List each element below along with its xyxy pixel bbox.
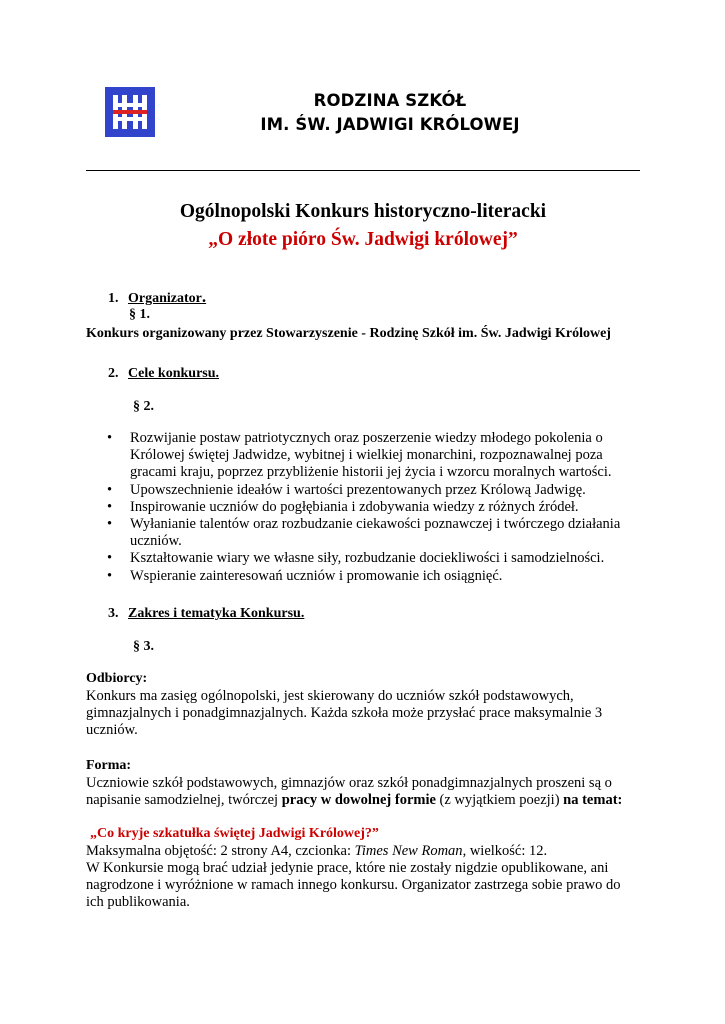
- section-1-paragraph: § 1.: [129, 307, 150, 322]
- section-3-paragraph: § 3.: [133, 639, 154, 654]
- form-heading: Forma:: [86, 758, 132, 773]
- section-1-suffix: .: [201, 287, 207, 306]
- goals-list: [106, 430, 646, 585]
- school-family-logo-icon: [105, 87, 155, 137]
- list-item: • Rozwijanie postaw patriotycznych oraz poszerzenie wiedzy młodego pokolenia o Królowej świętej Jadwidze, wybitnej i wielkiej monarchini, rozpoznawalnej poza gracami kraju, poprzez przybliżenie historii jej życia i wzorcu moralnych wartości.: [106, 430, 646, 482]
- form-text-part: Uczniowie szkół podstawowych, gimnazjów oraz szkół ponadgimnazjalnych proszeni są o napisanie samodzielnej, twórczej: [86, 775, 612, 809]
- list-item: • Upowszechnienie ideałów i wartości prezentowanych przez Królową Jadwigę.: [106, 482, 646, 499]
- header-title-line2: IM. ŚW. JADWIGI KRÓLOWEJ: [260, 115, 520, 134]
- rules-text: W Konkursie mogą brać udział jedynie prace, które nie zostały nigdzie opublikowane, ani nagrodzone i wyróżnione w ramach innego konkursu. Organizator zastrzega sobie prawo do ich publikowania.: [86, 860, 621, 911]
- section-2-label: Cele konkursu.: [128, 366, 220, 381]
- form-text-emphasis: na temat:: [563, 792, 623, 809]
- section-2-heading: [108, 366, 219, 382]
- volume-font-name: Times New Roman: [354, 843, 463, 859]
- section-1-number: 1.: [108, 291, 119, 306]
- section-3-label: Zakres i tematyka Konkursu.: [128, 606, 305, 621]
- recipients-heading: Odbiorcy:: [86, 671, 148, 686]
- organizer-text: Konkurs organizowany przez Stowarzyszenie - Rodzinę Szkół im. Św. Jadwigi Królowej: [86, 326, 611, 341]
- header-title-line1: RODZINA SZKÓŁ: [313, 91, 467, 110]
- section-1-heading: [108, 287, 206, 307]
- header-divider: [86, 170, 640, 171]
- section-2-number: 2.: [108, 366, 119, 381]
- section-2-paragraph: § 2.: [133, 399, 154, 414]
- section-3-number: 3.: [108, 606, 119, 621]
- volume-text: [86, 843, 634, 860]
- volume-text-part: Maksymalna objętość: 2 strony A4, czcionka:: [86, 843, 355, 859]
- section-3-heading: [108, 606, 304, 622]
- list-item: • Inspirowanie uczniów do pogłębiania i zdobywania wiedzy z różnych źródeł.: [106, 499, 646, 516]
- list-item: • Kształtowanie wiary we własne siły, rozbudzanie dociekliwości i samodzielności.: [106, 550, 646, 567]
- list-item: • Wyłanianie talentów oraz rozbudzanie ciekawości poznawczej i twórczego działania uczniów.: [106, 516, 646, 550]
- form-text-part: (z wyjątkiem poezji): [435, 792, 564, 809]
- form-text-emphasis: pracy w dowolnej formie: [281, 792, 436, 809]
- form-text: [86, 775, 634, 809]
- essay-topic: „Co kryje szkatułka świętej Jadwigi Królowej?”: [90, 826, 379, 841]
- volume-text-part: , wielkość: 12.: [462, 843, 548, 859]
- contest-subtitle: „O złote pióro Św. Jadwigi królowej”: [208, 229, 518, 250]
- list-item: • Wspieranie zainteresowań uczniów i promowanie ich osiągnięć.: [106, 568, 646, 585]
- recipients-text: Konkurs ma zasięg ogólnopolski, jest skierowany do uczniów szkół podstawowych, gimnazjalnych i ponadgimnazjalnych. Każda szkoła może przysłać prace maksymalnie 3 uczniów.: [86, 688, 603, 739]
- section-1-label: Organizator: [128, 291, 202, 306]
- contest-title: Ogólnopolski Konkurs historyczno-literacki: [179, 201, 547, 222]
